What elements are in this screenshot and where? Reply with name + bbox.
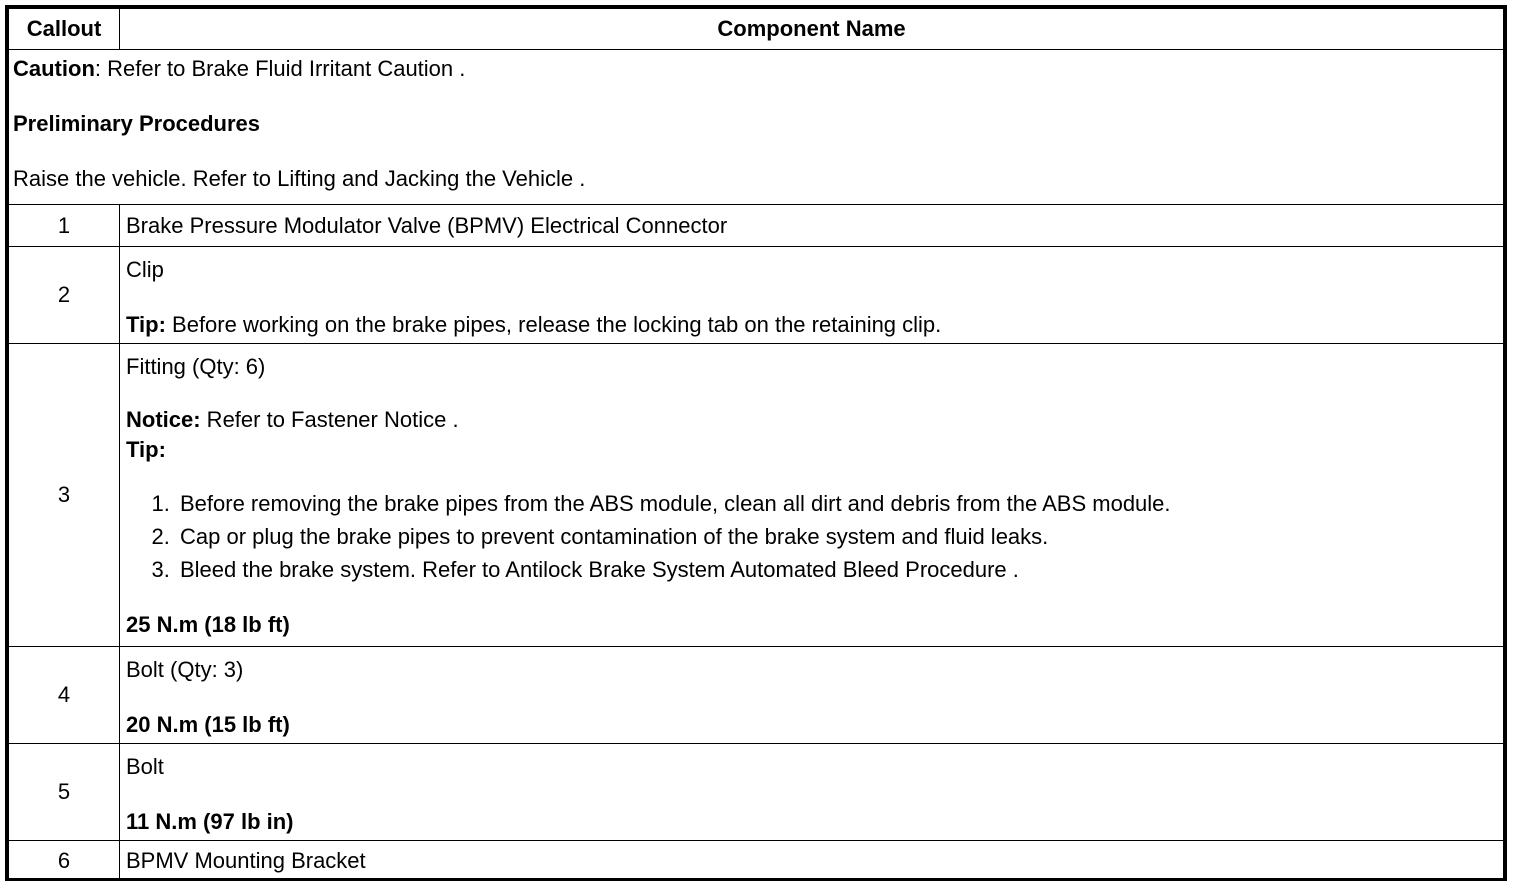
tip-line bbox=[126, 308, 1503, 341]
callout-number: 6 bbox=[9, 841, 120, 881]
component-name: Bolt bbox=[126, 754, 164, 779]
table-row bbox=[9, 247, 1504, 344]
list-item: 2. Cap or plug the brake pipes to prevent contamination of the brake system and fluid leaks. bbox=[176, 520, 1503, 553]
torque-spec: 11 N.m (97 lb in) bbox=[126, 809, 294, 834]
raise-vehicle-text: Raise the vehicle. Refer to Lifting and Jacking the Vehicle . bbox=[13, 166, 586, 191]
tip-label: Tip: bbox=[126, 437, 166, 462]
caution-line bbox=[13, 52, 1503, 85]
component-cell bbox=[120, 647, 1504, 744]
tip-text: Before working on the brake pipes, release the locking tab on the retaining clip. bbox=[165, 312, 942, 337]
table-row bbox=[9, 744, 1504, 841]
component-cell bbox=[120, 344, 1504, 647]
callout-number: 5 bbox=[9, 744, 120, 841]
callout-number: 2 bbox=[9, 247, 120, 344]
procedure-table-frame bbox=[5, 5, 1507, 881]
callout-number: 1 bbox=[9, 205, 120, 247]
tip-steps-list bbox=[126, 487, 1503, 586]
component-cell bbox=[120, 247, 1504, 344]
list-item: 3. Bleed the brake system. Refer to Antilock Brake System Automated Bleed Procedure . bbox=[176, 553, 1503, 586]
table-row bbox=[9, 647, 1504, 744]
component-name: Brake Pressure Modulator Valve (BPMV) Electrical Connector bbox=[120, 205, 1504, 247]
caution-label: Caution bbox=[13, 56, 95, 81]
notice-line bbox=[126, 405, 1503, 435]
torque-spec: 20 N.m (15 lb ft) bbox=[126, 712, 290, 737]
notice-label: Notice: bbox=[126, 407, 201, 432]
table-row bbox=[9, 841, 1504, 881]
preliminary-row bbox=[9, 50, 1504, 205]
preliminary-procedures-heading: Preliminary Procedures bbox=[13, 111, 261, 136]
preliminary-cell bbox=[9, 50, 1504, 205]
procedure-table bbox=[8, 8, 1504, 881]
callout-header: Callout bbox=[9, 9, 120, 50]
table-row bbox=[9, 205, 1504, 247]
component-name: BPMV Mounting Bracket bbox=[120, 841, 1504, 881]
tip-label: Tip: bbox=[126, 312, 166, 337]
list-item: 1. Before removing the brake pipes from the ABS module, clean all dirt and debris from the ABS module. bbox=[176, 487, 1503, 520]
header-row bbox=[9, 9, 1504, 50]
callout-number: 4 bbox=[9, 647, 120, 744]
component-name: Bolt (Qty: 3) bbox=[126, 657, 244, 682]
component-header: Component Name bbox=[120, 9, 1504, 50]
component-cell bbox=[120, 744, 1504, 841]
caution-text: : Refer to Brake Fluid Irritant Caution . bbox=[94, 56, 466, 81]
table-row bbox=[9, 344, 1504, 647]
callout-number: 3 bbox=[9, 344, 120, 647]
torque-spec: 25 N.m (18 lb ft) bbox=[126, 612, 290, 637]
component-name: Clip bbox=[126, 257, 164, 282]
notice-text: Refer to Fastener Notice . bbox=[200, 407, 459, 432]
component-name: Fitting (Qty: 6) bbox=[126, 354, 266, 379]
